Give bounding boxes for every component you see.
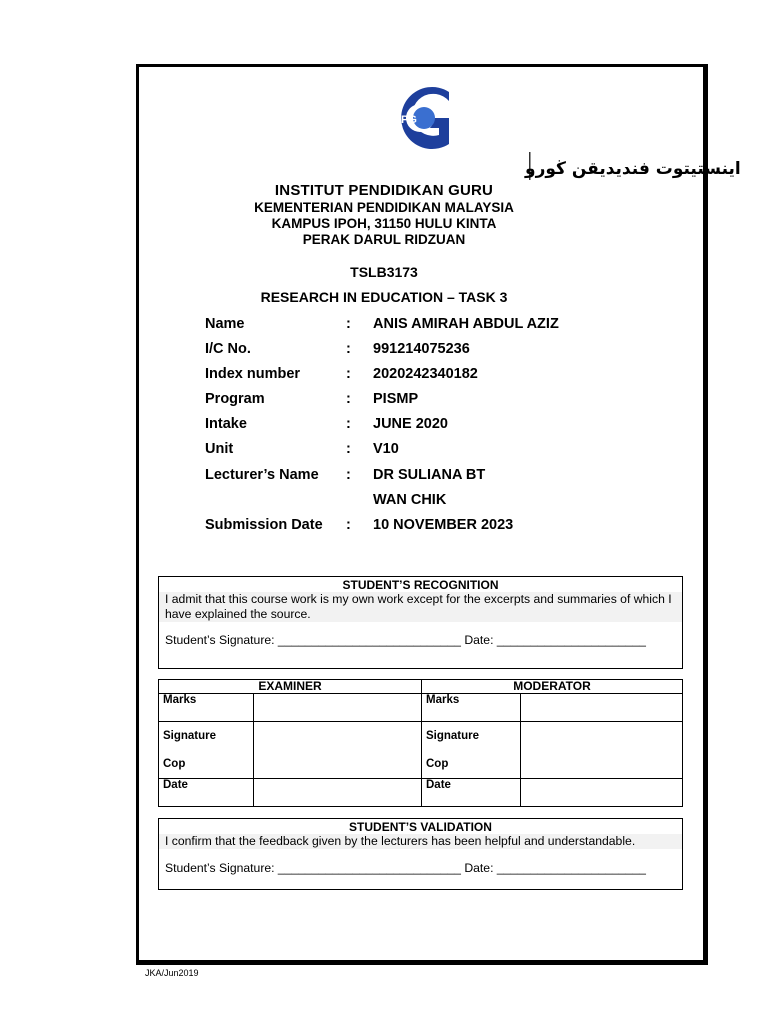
moderator-signature-label <box>422 722 521 779</box>
moderator-header: MODERATOR <box>422 680 683 694</box>
info-colon: : <box>346 316 351 332</box>
jawi-banner <box>300 150 741 184</box>
cop-label: Cop <box>426 758 449 770</box>
info-colon: : <box>346 516 351 533</box>
state-name: PERAK DARUL RIDZUAN <box>302 232 466 247</box>
examiner-marks-label: Marks <box>159 694 254 722</box>
info-label: Intake <box>205 416 247 433</box>
recognition-title: STUDENT’S RECOGNITION <box>342 578 499 592</box>
validation-signature-line[interactable]: Student’s Signature: ___________________________ Date: ______________________ <box>165 861 646 875</box>
examiner-header: EXAMINER <box>159 680 422 694</box>
validation-title: STUDENT’S VALIDATION <box>349 820 492 834</box>
info-colon: : <box>346 391 351 408</box>
institute-name: INSTITUT PENDIDIKAN GURU <box>274 182 494 199</box>
info-colon: : <box>346 441 351 458</box>
info-colon: : <box>346 466 351 483</box>
info-label: Lecturer’s Name <box>205 466 319 483</box>
examiner-signature-label <box>159 722 254 779</box>
info-label: Index number <box>205 366 301 383</box>
info-label: Program <box>205 391 265 408</box>
info-colon: : <box>346 416 351 433</box>
info-value: WAN CHIK <box>373 491 447 508</box>
info-label: Name <box>205 316 245 332</box>
course-code: TSLB3173 <box>350 264 418 280</box>
info-label: Unit <box>205 441 234 458</box>
info-value: PISMP <box>373 391 419 408</box>
info-label: Submission Date <box>205 516 323 533</box>
examiner-date-cell[interactable] <box>254 779 422 807</box>
moderator-signature-cell[interactable] <box>521 722 683 779</box>
moderator-date-label: Date <box>422 779 521 807</box>
info-value: 2020242340182 <box>373 366 478 383</box>
examiner-date-label: Date <box>159 779 254 807</box>
footer-code: JKA/Jun2019 <box>145 968 199 978</box>
info-value: 10 NOVEMBER 2023 <box>373 516 514 533</box>
info-value: V10 <box>373 441 399 458</box>
recognition-text: I admit that this course work is my own work except for the excerpts and summaries of which I have explained the source. <box>159 592 682 622</box>
course-title: RESEARCH IN EDUCATION – TASK 3 <box>260 289 508 305</box>
validation-text: I confirm that the feedback given by the lecturers has been helpful and understandable. <box>159 834 682 849</box>
validation-box <box>158 818 683 890</box>
info-label: I/C No. <box>205 341 251 358</box>
assessment-table <box>158 679 683 807</box>
campus-address: KAMPUS IPOH, 31150 HULU KINTA <box>271 216 497 231</box>
recognition-signature-line[interactable]: Student’s Signature: ___________________________ Date: ______________________ <box>165 633 646 647</box>
examiner-signature-cell[interactable] <box>254 722 422 779</box>
examiner-marks-cell[interactable] <box>254 694 422 722</box>
logo-text: IPG <box>398 114 417 126</box>
info-value: ANIS AMIRAH ABDUL AZIZ <box>373 316 559 332</box>
moderator-marks-label: Marks <box>422 694 521 722</box>
recognition-box <box>158 576 683 669</box>
signature-label: Signature <box>163 730 217 742</box>
jawi-text: اينستيتوت فنديديقن ڬورو <box>525 159 741 179</box>
info-colon: : <box>346 341 351 358</box>
ministry-name: KEMENTERIAN PENDIDIKAN MALAYSIA <box>254 200 514 215</box>
info-value: JUNE 2020 <box>373 416 448 433</box>
signature-label: Signature <box>426 730 480 742</box>
moderator-marks-cell[interactable] <box>521 694 683 722</box>
ipg-logo <box>0 86 768 150</box>
cop-label: Cop <box>163 758 186 770</box>
info-value: DR SULIANA BT <box>373 466 486 483</box>
info-value: 991214075236 <box>373 341 470 358</box>
info-colon: : <box>346 366 351 383</box>
moderator-date-cell[interactable] <box>521 779 683 807</box>
